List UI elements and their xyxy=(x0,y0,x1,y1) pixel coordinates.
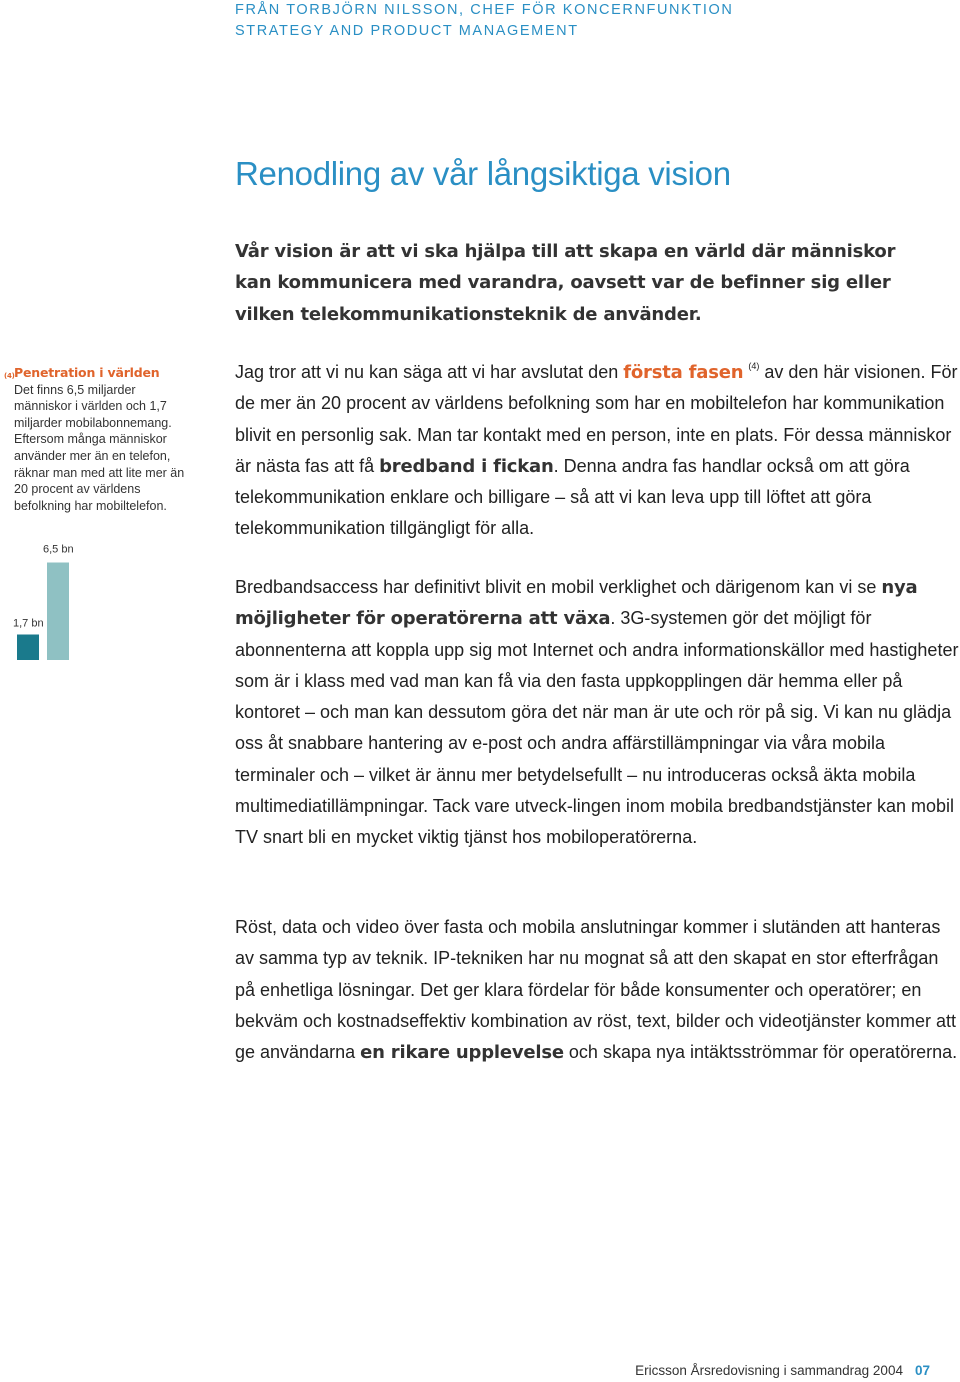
p1-text-c: . Denna andra fas handlar också om att göra telekommunikation enklare och billigare – så att vi kan leva upp till löftet att göra telekommunikation tillgängligt för alla. xyxy=(235,455,910,539)
page-title: Renodling av vår långsiktiga vision xyxy=(235,155,731,192)
lead-paragraph: Vår vision är att vi ska hjälpa till att skapa en värld där människor kan kommunicera med varandra, oavsett var de befinner sig eller vilken telekommunikationsteknik de använder. xyxy=(235,241,896,325)
header-line-2: STRATEGY AND PRODUCT MANAGEMENT xyxy=(235,23,579,39)
penetration-bar-chart xyxy=(0,535,90,665)
p1-text-a: Jag tror att vi nu kan säga att vi har avslutat den xyxy=(235,362,624,382)
p3-text-a: Röst, data och video över fasta och mobila anslutningar kommer i slutänden att hanteras av samma typ av teknik. IP-tekniken har nu mognat så att den skapat en stor efterfrågan på enhetliga lösningar. Det ger klara fördelar för både konsumenter och operatörer; en bekväm och kostnadseffektiv kombination av röst, text, bilder och videotjänster kommer att ge användarna xyxy=(235,917,957,1063)
chart-bar-2 xyxy=(47,563,69,661)
p1-highlight-first-phase: första fasen xyxy=(623,362,744,383)
sidebar-footnote-marker: (4) xyxy=(4,372,15,380)
paragraph-2 xyxy=(235,572,960,854)
sidebar-text: Det finns 6,5 miljarder människor i världen och 1,7 miljarder mobilabonnemang. Eftersom många människor använder mer än en telefon, räknar man med att lite mer än 20 procent av världens befolkning har mobiltelefon. xyxy=(14,382,185,513)
p3-highlight: en rikare upplevelse xyxy=(360,1042,564,1064)
paragraph-1 xyxy=(235,357,960,545)
paragraph-3 xyxy=(235,912,960,1068)
chart-bar-1 xyxy=(17,635,39,661)
p2-highlight: nya möjligheter för operatörerna att växa xyxy=(235,577,918,630)
page-number: 07 xyxy=(914,1363,930,1378)
header-line-1: FRÅN TORBJÖRN NILSSON, CHEF FÖR KONCERNFUNKTION xyxy=(235,2,734,18)
sidebar-title xyxy=(4,365,194,382)
page-header xyxy=(235,0,935,42)
page-footer xyxy=(635,1363,930,1378)
sidebar-title-text: Penetration i världen xyxy=(14,365,160,380)
p3-text-b: och skapa nya intäktsströmmar för operatörerna. xyxy=(563,1042,958,1063)
p1-footnote-ref: (4) xyxy=(748,361,760,371)
p1-text-b: av den här visionen. För de mer än 20 procent av världens befolkning som har en mobiltelefon har kommunikation blivit en personlig sak. Man tar kontakt med en person, inte en plats. För dessa människor är nästa fas att få xyxy=(235,362,958,476)
sidebar-note xyxy=(4,365,194,514)
chart-label-1: 1,7 bn xyxy=(13,617,44,630)
footer-text: Ericsson Årsredovisning i sammandrag 2004 xyxy=(635,1363,903,1378)
p1-highlight-broadband: bredband i fickan xyxy=(379,455,554,477)
chart-label-2: 6,5 bn xyxy=(43,543,74,556)
p2-text-b: . 3G-systemen gör det möjligt för abonnenterna att koppla upp sig mot Internet och andra informationskällor med hastigheter som är i klass med vad man kan få via den fasta uppkopplingen där hemma eller på kontoret – och man kan dessutom göra det när man är ute och rör på sig. Vi kan nu glädja oss åt snabbare hantering av e-post och andra affärstillämpningar via våra mobila terminaler och – vilket är ännu mer betydelsefullt – nu introduceras också äkta mobila multimediatillämpningar. Tack vare utveck-lingen inom mobila bredbandstjänster kan mobil TV snart bli en mycket viktig tjänst hos mobiloperatörerna. xyxy=(235,608,959,848)
p2-text-a: Bredbandsaccess har definitivt blivit en mobil verklighet och därigenom kan vi se xyxy=(235,577,882,597)
